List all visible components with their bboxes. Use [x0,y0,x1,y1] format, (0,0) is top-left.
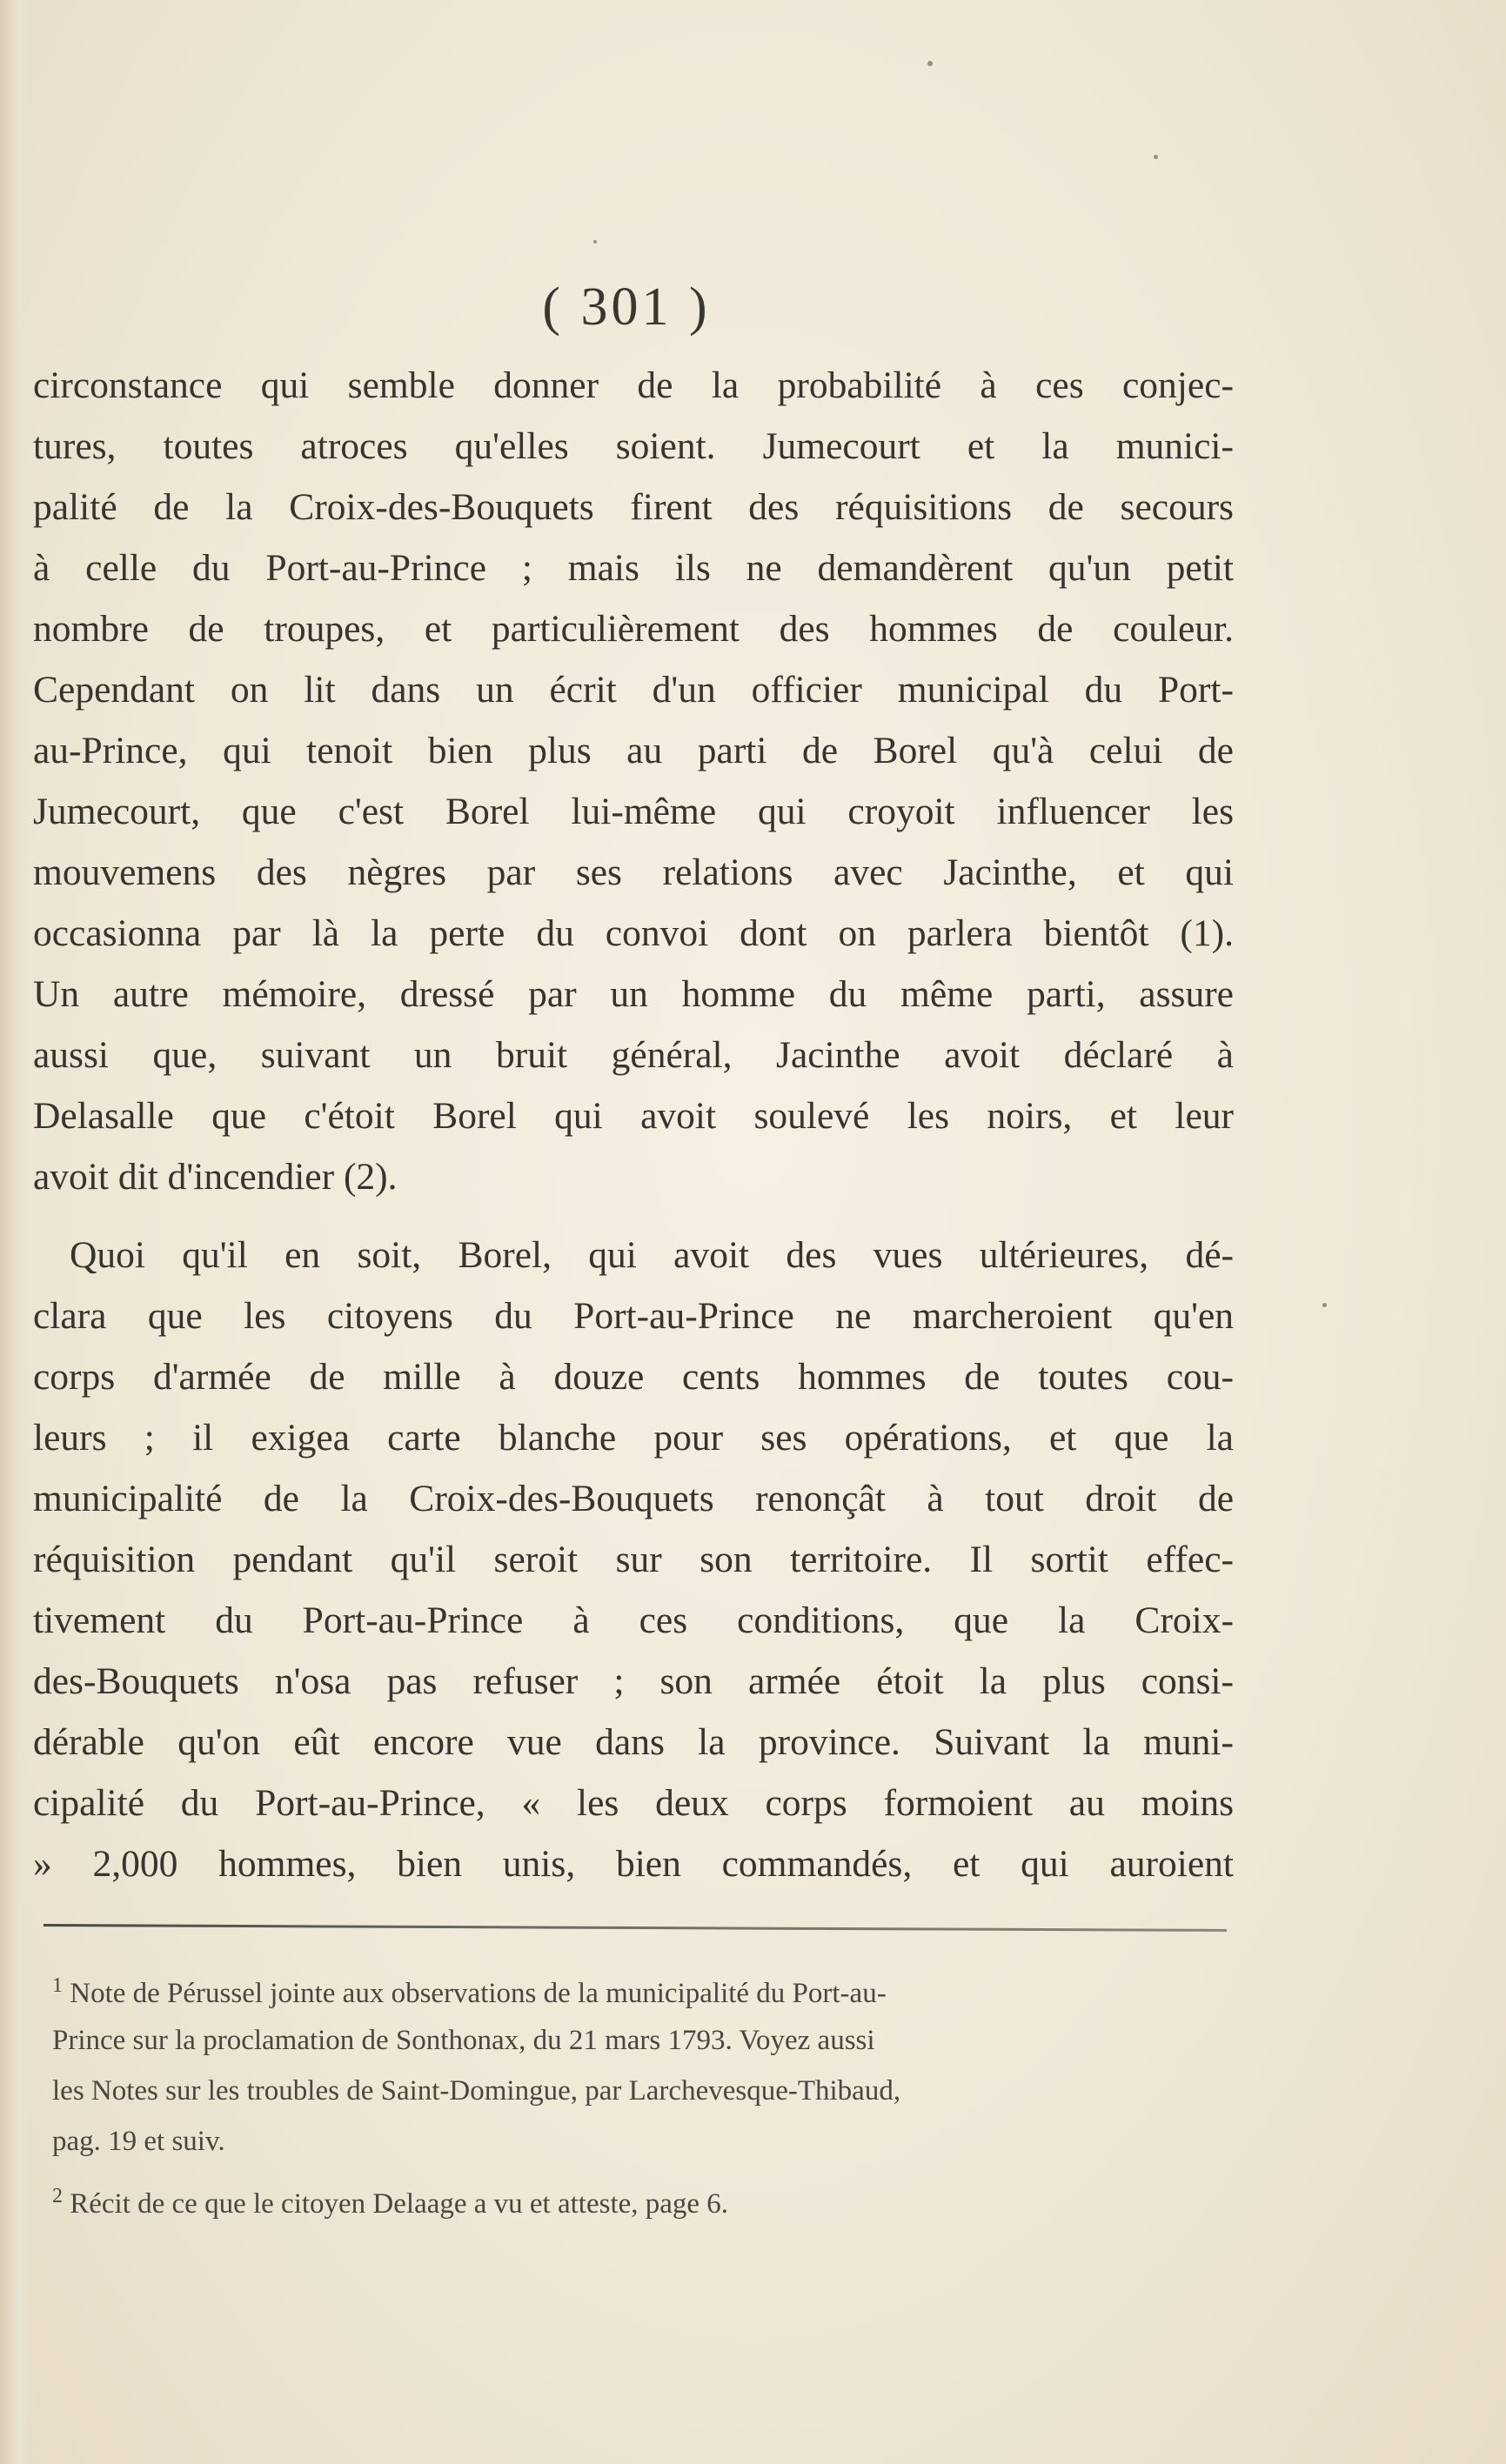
text-line: cipalité du Port-au-Prince, « les deux corps formoient au moins [33,1782,1234,1824]
paper-speck [1322,1303,1327,1307]
text-line: aussi que, suivant un bruit général, Jacinthe avoit déclaré à [33,1034,1234,1076]
text-line: mouvemens des nègres par ses relations avec Jacinthe, et qui [33,851,1234,893]
text-line: circonstance qui semble donner de la probabilité à ces conjec- [33,364,1234,406]
footnote-line: les Notes sur les troubles de Saint-Domingue, par Larchevesque-Thibaud, [52,2075,901,2107]
text-line: Un autre mémoire, dressé par un homme du même parti, assure [33,973,1234,1015]
footnote-line: Prince sur la proclamation de Sonthonax, du 21 mars 1793. Voyez aussi [52,2025,875,2056]
text-line: tivement du Port-au-Prince à ces conditions, que la Croix- [33,1599,1234,1641]
text-line: Cependant on lit dans un écrit d'un officier municipal du Port- [33,669,1234,711]
text-line: au-Prince, qui tenoit bien plus au parti de Borel qu'à celui de [33,730,1234,771]
text-line: réquisition pendant qu'il seroit sur son territoire. Il sortit effec- [33,1539,1234,1580]
text-line: dérable qu'on eût encore vue dans la province. Suivant la muni- [33,1721,1234,1763]
text-line: Quoi qu'il en soit, Borel, qui avoit des vues ultérieures, dé- [70,1234,1234,1276]
footnote-line: Note de Pérussel jointe aux observations de la municipalité du Port-au- [70,1978,887,2009]
text-line: municipalité de la Croix-des-Bouquets renonçât à tout droit de [33,1478,1234,1519]
footnote-marker: 2 [52,2185,63,2207]
text-line: » 2,000 hommes, bien unis, bien commandés, et qui auroient [33,1843,1234,1885]
text-line: tures, toutes atroces qu'elles soient. Jumecourt et la munici- [33,425,1234,467]
text-line: des-Bouquets n'osa pas refuser ; son armée étoit la plus consi- [33,1660,1234,1702]
text-line: palité de la Croix-des-Bouquets firent des réquisitions de secours [33,486,1234,528]
text-line: avoit dit d'incendier (2). [33,1156,398,1198]
footnote-line: Récit de ce que le citoyen Delaage a vu et atteste, page 6. [70,2188,729,2220]
text-line: nombre de troupes, et particulièrement des hommes de couleur. [33,608,1234,650]
page-number: ( 301 ) [542,277,711,337]
text-line: occasionna par là la perte du convoi dont on parlera bientôt (1). [33,912,1234,954]
paper-speck [593,240,597,244]
footnote-line: pag. 19 et suiv. [52,2126,225,2157]
page-gutter-shadow [0,0,30,2464]
footnote-marker: 1 [52,1974,63,1997]
text-line: leurs ; il exigea carte blanche pour ses opérations, et que la [33,1417,1234,1459]
text-line: à celle du Port-au-Prince ; mais ils ne demandèrent qu'un petit [33,547,1234,589]
footnote-rule [44,1924,1227,1932]
text-line: Jumecourt, que c'est Borel lui-même qui croyoit influencer les [33,791,1234,832]
text-line: clara que les citoyens du Port-au-Prince ne marcheroient qu'en [33,1295,1234,1337]
text-line: Delasalle que c'étoit Borel qui avoit soulevé les noirs, et leur [33,1095,1234,1137]
text-line: corps d'armée de mille à douze cents hommes de toutes cou- [33,1356,1234,1398]
paper-speck [927,61,933,66]
paper-speck [1154,155,1158,159]
